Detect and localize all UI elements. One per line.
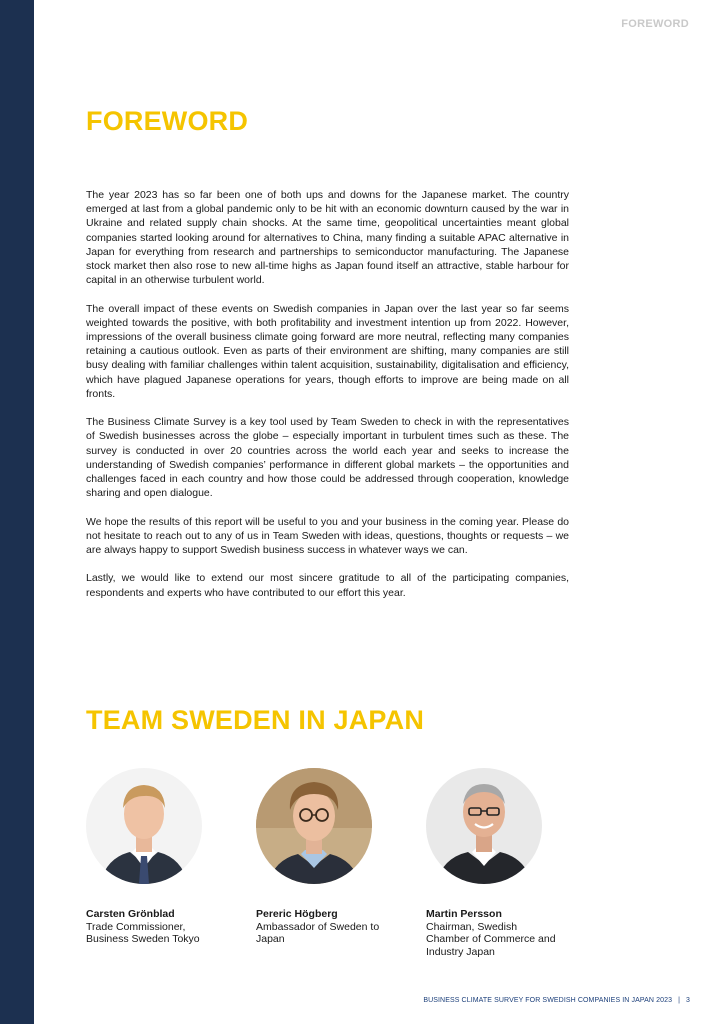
footer-publication-title: BUSINESS CLIMATE SURVEY FOR SWEDISH COMPANIES IN JAPAN 2023: [423, 997, 673, 1004]
person-name: Carsten Grönblad: [86, 908, 175, 920]
footer-separator: |: [678, 997, 680, 1004]
foreword-paragraph: The year 2023 has so far been one of both ups and downs for the Japanese market. The country emerged at last from a global pandemic only to be hit with an economic downturn caused by the war in Ukraine and related supply chain shocks. At the same time, geopolitical uncertainties meant global companies started looking around for alternatives to China, many finding a suitable APAC alternative in Japan for everything from research and partnerships to semiconductor manufacturing. The Japanese stock market then also rose to new all-time highs as Japan found itself an attractive, stable harbour for capital in an otherwise turbulent world.: [86, 189, 569, 287]
portrait-photo: [426, 768, 542, 884]
person-name: Pereric Högberg: [256, 908, 338, 920]
portrait-photo: [256, 768, 372, 884]
team-member-card: [426, 768, 576, 958]
person-role-line: Ambassador of Sweden to: [256, 920, 380, 933]
person-role-line: Trade Commissioner,: [86, 920, 186, 933]
team-member-card: [256, 768, 406, 946]
foreword-paragraph: The overall impact of these events on Swedish companies in Japan over the last year so far seems weighted towards the positive, with both profitability and investment intention up from 2022. However, impressions of the overall business climate going forward are more neutral, reflecting many companies retaining a cautious outlook. Even as parts of their environment are shifting, many companies are still busy dealing with familiar challenges within talent acquisition, sustainability, digitalisation and efficiency, which have plagued Japanese operations for years, though efforts to improve are being made on all fronts.: [86, 302, 569, 400]
person-role-line: Chamber of Commerce and: [426, 933, 556, 946]
person-role-line: Industry Japan: [426, 945, 495, 958]
page-footer: [423, 997, 690, 1004]
page-number: 3: [686, 997, 690, 1004]
team-title: TEAM SWEDEN IN JAPAN: [86, 705, 425, 735]
running-head: FOREWORD: [621, 18, 689, 30]
team-member-card: [86, 768, 236, 946]
foreword-title: FOREWORD: [86, 106, 249, 136]
person-role-line: Japan: [256, 933, 285, 946]
foreword-paragraph: We hope the results of this report will be useful to you and your business in the coming year. Please do not hesitate to reach out to any of us in Team Sweden with ideas, questions, thoughts or requests – we are always happy to support Swedish business success in whatever ways we can.: [86, 515, 569, 557]
foreword-paragraph: Lastly, we would like to extend our most sincere gratitude to all of the participating companies, respondents and experts who have contributed to our effort this year.: [86, 572, 569, 599]
portrait-photo: [86, 768, 202, 884]
foreword-paragraph: The Business Climate Survey is a key tool used by Team Sweden to check in with the representatives of Swedish businesses across the globe – especially important in turbulent times such as these. The survey is conducted in over 20 countries across the world each year and seeks to increase the understanding of Swedish companies’ performance in different global markets – the opportunities and challenges faced in each country and how those could be addressed through cooperation, knowledge sharing and open dialogue.: [86, 416, 569, 500]
person-name: Martin Persson: [426, 908, 502, 920]
person-role-line: Business Sweden Tokyo: [86, 933, 200, 946]
foreword-body: [86, 188, 569, 614]
person-role-line: Chairman, Swedish: [426, 920, 518, 933]
sidebar-bar: [0, 0, 34, 1024]
